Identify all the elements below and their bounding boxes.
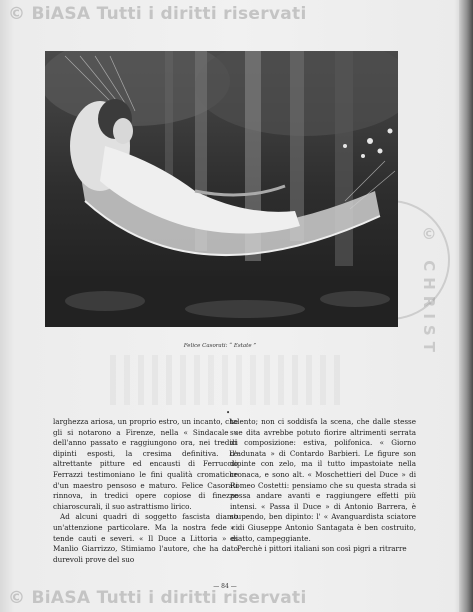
article-paragraph: talento; non ci soddisfa la scena, che dalle stesse sue dita avrebbe potuto fiorire altrimenti serrata di composizione: estiva, polifonica. « Giorno d'adunata » di Contardo Barbieri. Le figure son dipinte con zelo, ma il tutto impastoiate nella cronaca, e sono alt. « Moschettieri del Duce » di Romeo Costetti: pensiamo che su questa strada si possa andare avanti e raggiungere effetti più intensi. « Passa il Duce » di Antonio Barrera, è stupendo, ben dipinto: l' « Avanguardista sciatore » di Giuseppe Antonio Santagata è ben costruito, esatto, campeggiante. <box>230 417 416 543</box>
article-paragraph: Ad alcuni quadri di soggetto fascista diamo un'attenzione particolare. Ma la nostra fede ci tende cauti e severi. « Il Duce a Littoria » di Manlio Giarrizzo, Stimiamo l'autore, che ha dato durevoli prove del suo <box>53 512 238 564</box>
page-number: — 84 — <box>213 583 237 590</box>
article-paragraph: Perchè i pittori italiani son così pigri a ritrarre <box>237 544 407 554</box>
watermark-seal-text: © CHRIST <box>420 225 438 358</box>
bleed-through-shadow <box>110 355 340 405</box>
article-paragraph: larghezza ariosa, un proprio estro, un incanto, che gli si notarono a Firenze, nella « Sindacale » dell'anno passato e raggiungono ora, nei tredici dipinti esposti, la cresima definitiva. Le altrettante pitture ed encausti di Ferruccio Ferrazzi testimoniano le fini qualità cromatiche d'un maestro pensoso e maturo. Felice Casorati rinnova, in tredici opere copiose di finezze chiaroscurali, il suo astrattismo lirico. <box>53 417 238 511</box>
article-column-right <box>230 417 416 555</box>
watermark-bottom: © BiASA Tutti i diritti riservati <box>8 588 307 608</box>
column-separator-mark: • <box>226 409 231 417</box>
painting-reproduction <box>45 51 398 327</box>
painting-estate-image <box>45 51 398 327</box>
page-edge-shadow <box>459 0 473 612</box>
painting-caption: Felice Casorati: “ Estate ” <box>183 343 257 349</box>
article-column-left <box>53 417 238 565</box>
watermark-top: © BiASA Tutti i diritti riservati <box>8 4 307 24</box>
